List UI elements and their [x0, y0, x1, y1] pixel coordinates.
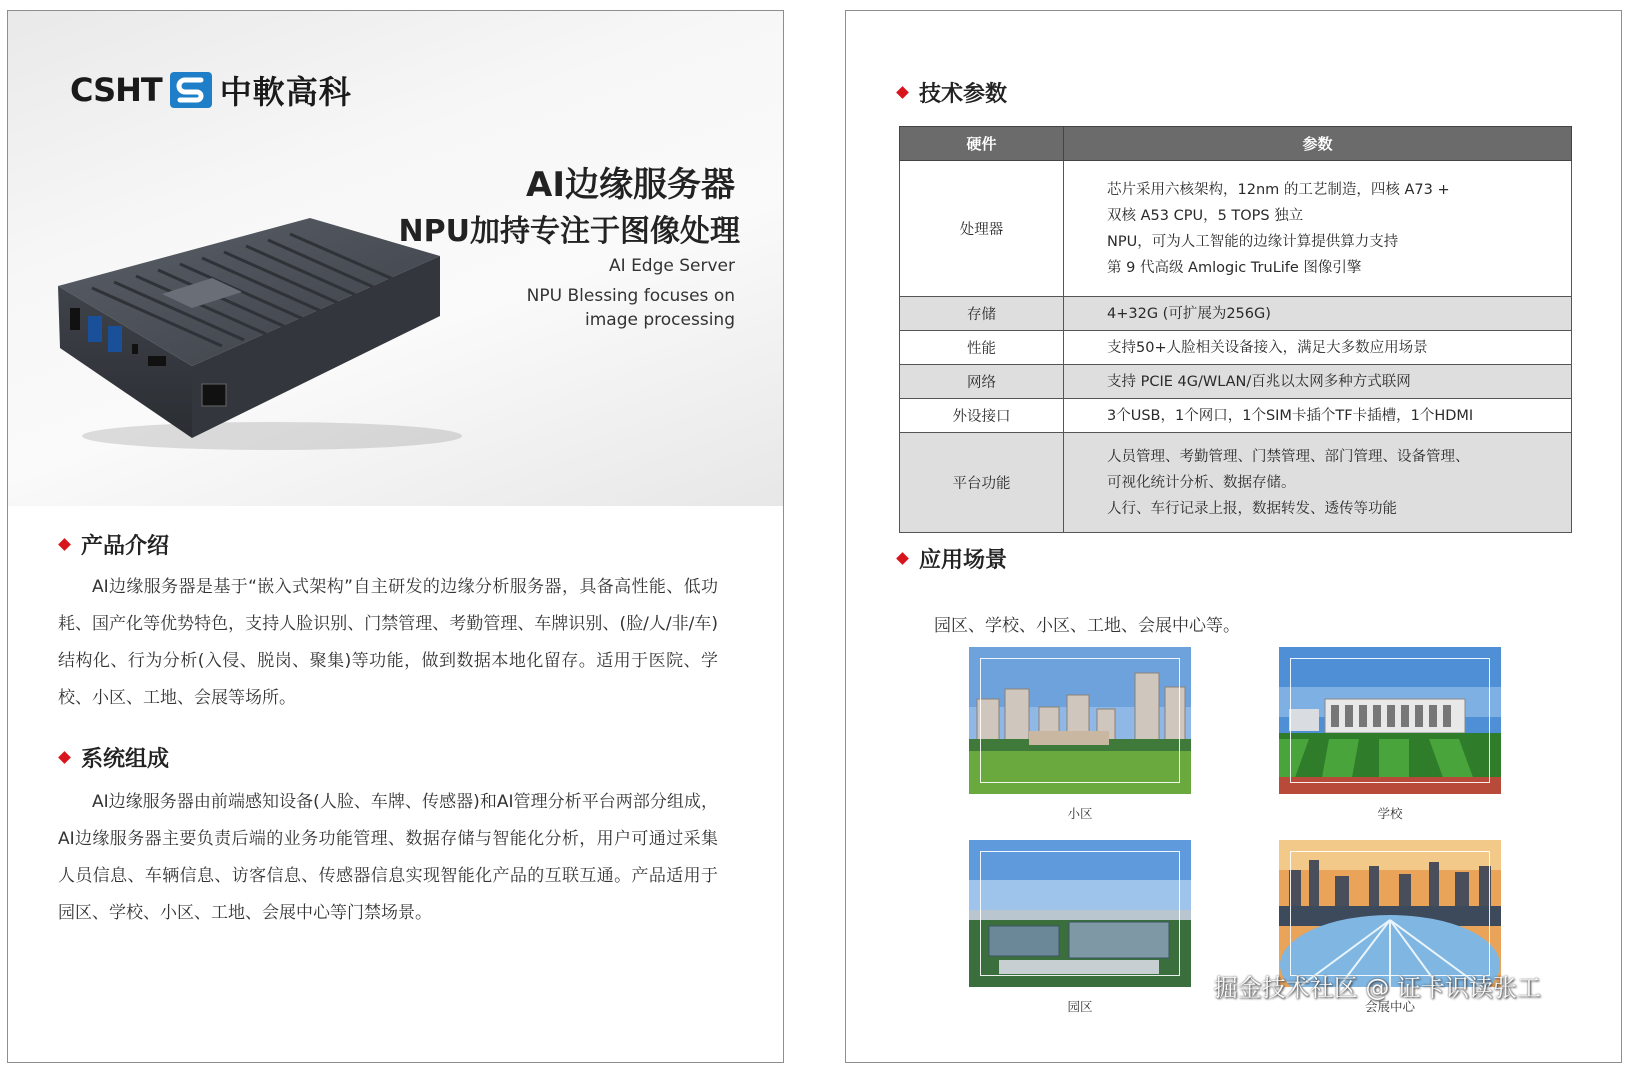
hero-english-title: AI Edge Server: [609, 256, 735, 276]
spec-row: [900, 161, 1572, 297]
photo-frame: [980, 658, 1180, 783]
hero-banner: [8, 11, 784, 506]
spec-value-line: 可视化统计分析、数据存储。: [1107, 474, 1296, 491]
spec-value-cell: [1064, 161, 1572, 297]
photo-caption: 小区: [1067, 806, 1093, 821]
intro-heading: 产品介绍: [81, 534, 170, 559]
spec-value-line: 支持50+人脸相关设备接入，满足大多数应用场景: [1107, 339, 1428, 356]
spec-value-line: 4+32G (可扩展为256G): [1107, 305, 1271, 322]
spec-value-line: 人员管理、考勤管理、门禁管理、部门管理、设备管理、: [1107, 448, 1470, 465]
diamond-bullet-icon: [58, 751, 71, 764]
diamond-bullet-icon: [58, 538, 71, 551]
photo-frame: [1290, 658, 1490, 783]
spec-value-line: 第 9 代高级 Amlogic TruLife 图像引擎: [1107, 259, 1362, 276]
diamond-bullet-icon: [896, 552, 909, 565]
spec-value-line: 双核 A53 CPU，5 TOPS 独立: [1107, 207, 1304, 224]
spec-table-header-row: [900, 127, 1572, 161]
photo-frame: [1290, 851, 1490, 976]
spec-value-cell: [1064, 331, 1572, 365]
diamond-bullet-icon: [896, 86, 909, 99]
spec-hardware-cell: 性能: [900, 331, 1064, 365]
spec-hardware-cell: 外设接口: [900, 399, 1064, 433]
edge-server-device-image: [52, 216, 472, 456]
scenes-section-header: [898, 543, 1007, 574]
photo-frame: [980, 851, 1180, 976]
system-section-header: [60, 742, 169, 773]
spec-row: [900, 399, 1572, 433]
spec-value-line: 芯片采用六核架构，12nm 的工艺制造，四核 A73 +: [1107, 181, 1450, 198]
spec-col-params: 参数: [1064, 127, 1572, 161]
spec-value-line: 人行、车行记录上报，数据转发、透传等功能: [1107, 500, 1397, 517]
scene-photo-park: [969, 840, 1191, 987]
spec-row: [900, 433, 1572, 533]
spec-row: [900, 297, 1572, 331]
system-paragraph: AI边缘服务器由前端感知设备(人脸、车牌、传感器)和AI管理分析平台两部分组成，AI边缘服务器主要负责后端的业务功能管理、数据存储与智能化分析，用户可通过采集人员信息、车辆信息、访客信息、传感器信息实现智能化产品的互联互通。产品适用于园区、学校、小区、工地、会展中心等门禁场景。: [58, 792, 718, 923]
logo-mark-icon: [170, 72, 212, 108]
spec-value-cell: [1064, 365, 1572, 399]
scene-photo-community: [969, 647, 1191, 794]
spec-row: [900, 365, 1572, 399]
spec-col-hardware: 硬件: [900, 127, 1064, 161]
scenes-description: 园区、学校、小区、工地、会展中心等。: [934, 616, 1240, 636]
spec-hardware-cell: 网络: [900, 365, 1064, 399]
logo-chinese-text: 中軟高科: [219, 73, 352, 111]
intro-section-header: [60, 529, 169, 560]
hero-title-secondary: NPU加持专注于图像处理: [398, 214, 740, 249]
hero-english-tagline-2: image processing: [585, 310, 735, 330]
spec-hardware-cell: 存储: [900, 297, 1064, 331]
spec-hardware-cell: 处理器: [900, 161, 1064, 297]
spec-value-cell: [1064, 399, 1572, 433]
spec-value-cell: [1064, 433, 1572, 533]
company-logo: [70, 69, 352, 111]
photo-caption: 学校: [1377, 806, 1403, 821]
scene-photo-school: [1279, 647, 1501, 794]
system-heading: 系统组成: [81, 747, 170, 772]
hero-title-primary: AI边缘服务器: [526, 165, 735, 205]
scene-photo-convention-center: [1279, 840, 1501, 987]
brochure-page-right: [845, 10, 1622, 1063]
specs-section-header: [898, 77, 1007, 108]
brochure-page-left: [7, 10, 784, 1063]
logo-english-text: CSHT: [70, 71, 162, 109]
spec-row: [900, 331, 1572, 365]
spec-value-line: NPU，可为人工智能的边缘计算提供算力支持: [1107, 233, 1399, 250]
hero-english-tagline-1: NPU Blessing focuses on: [526, 286, 735, 306]
spec-value-line: 支持 PCIE 4G/WLAN/百兆以太网多种方式联网: [1107, 373, 1411, 390]
spec-table: [899, 126, 1572, 533]
intro-paragraph: AI边缘服务器是基于“嵌入式架构”自主研发的边缘分析服务器，具备高性能、低功耗、国产化等优势特色，支持人脸识别、门禁管理、考勤管理、车牌识别、(脸/人/非/车)结构化、行为分析(入侵、脱岗、聚集)等功能，做到数据本地化留存。适用于医院、学校、小区、工地、会展等场所。: [58, 577, 718, 708]
specs-heading: 技术参数: [919, 82, 1008, 107]
spec-value-cell: [1064, 297, 1572, 331]
watermark-text: 掘金技术社区 @ 证卡识读张工: [1213, 974, 1541, 1002]
scenes-heading: 应用场景: [919, 548, 1008, 573]
spec-hardware-cell: 平台功能: [900, 433, 1064, 533]
spec-value-line: 3个USB，1个网口，1个SIM卡插个TF卡插槽，1个HDMI: [1107, 407, 1474, 424]
photo-caption: 会展中心: [1364, 999, 1415, 1014]
photo-caption: 园区: [1067, 999, 1093, 1014]
